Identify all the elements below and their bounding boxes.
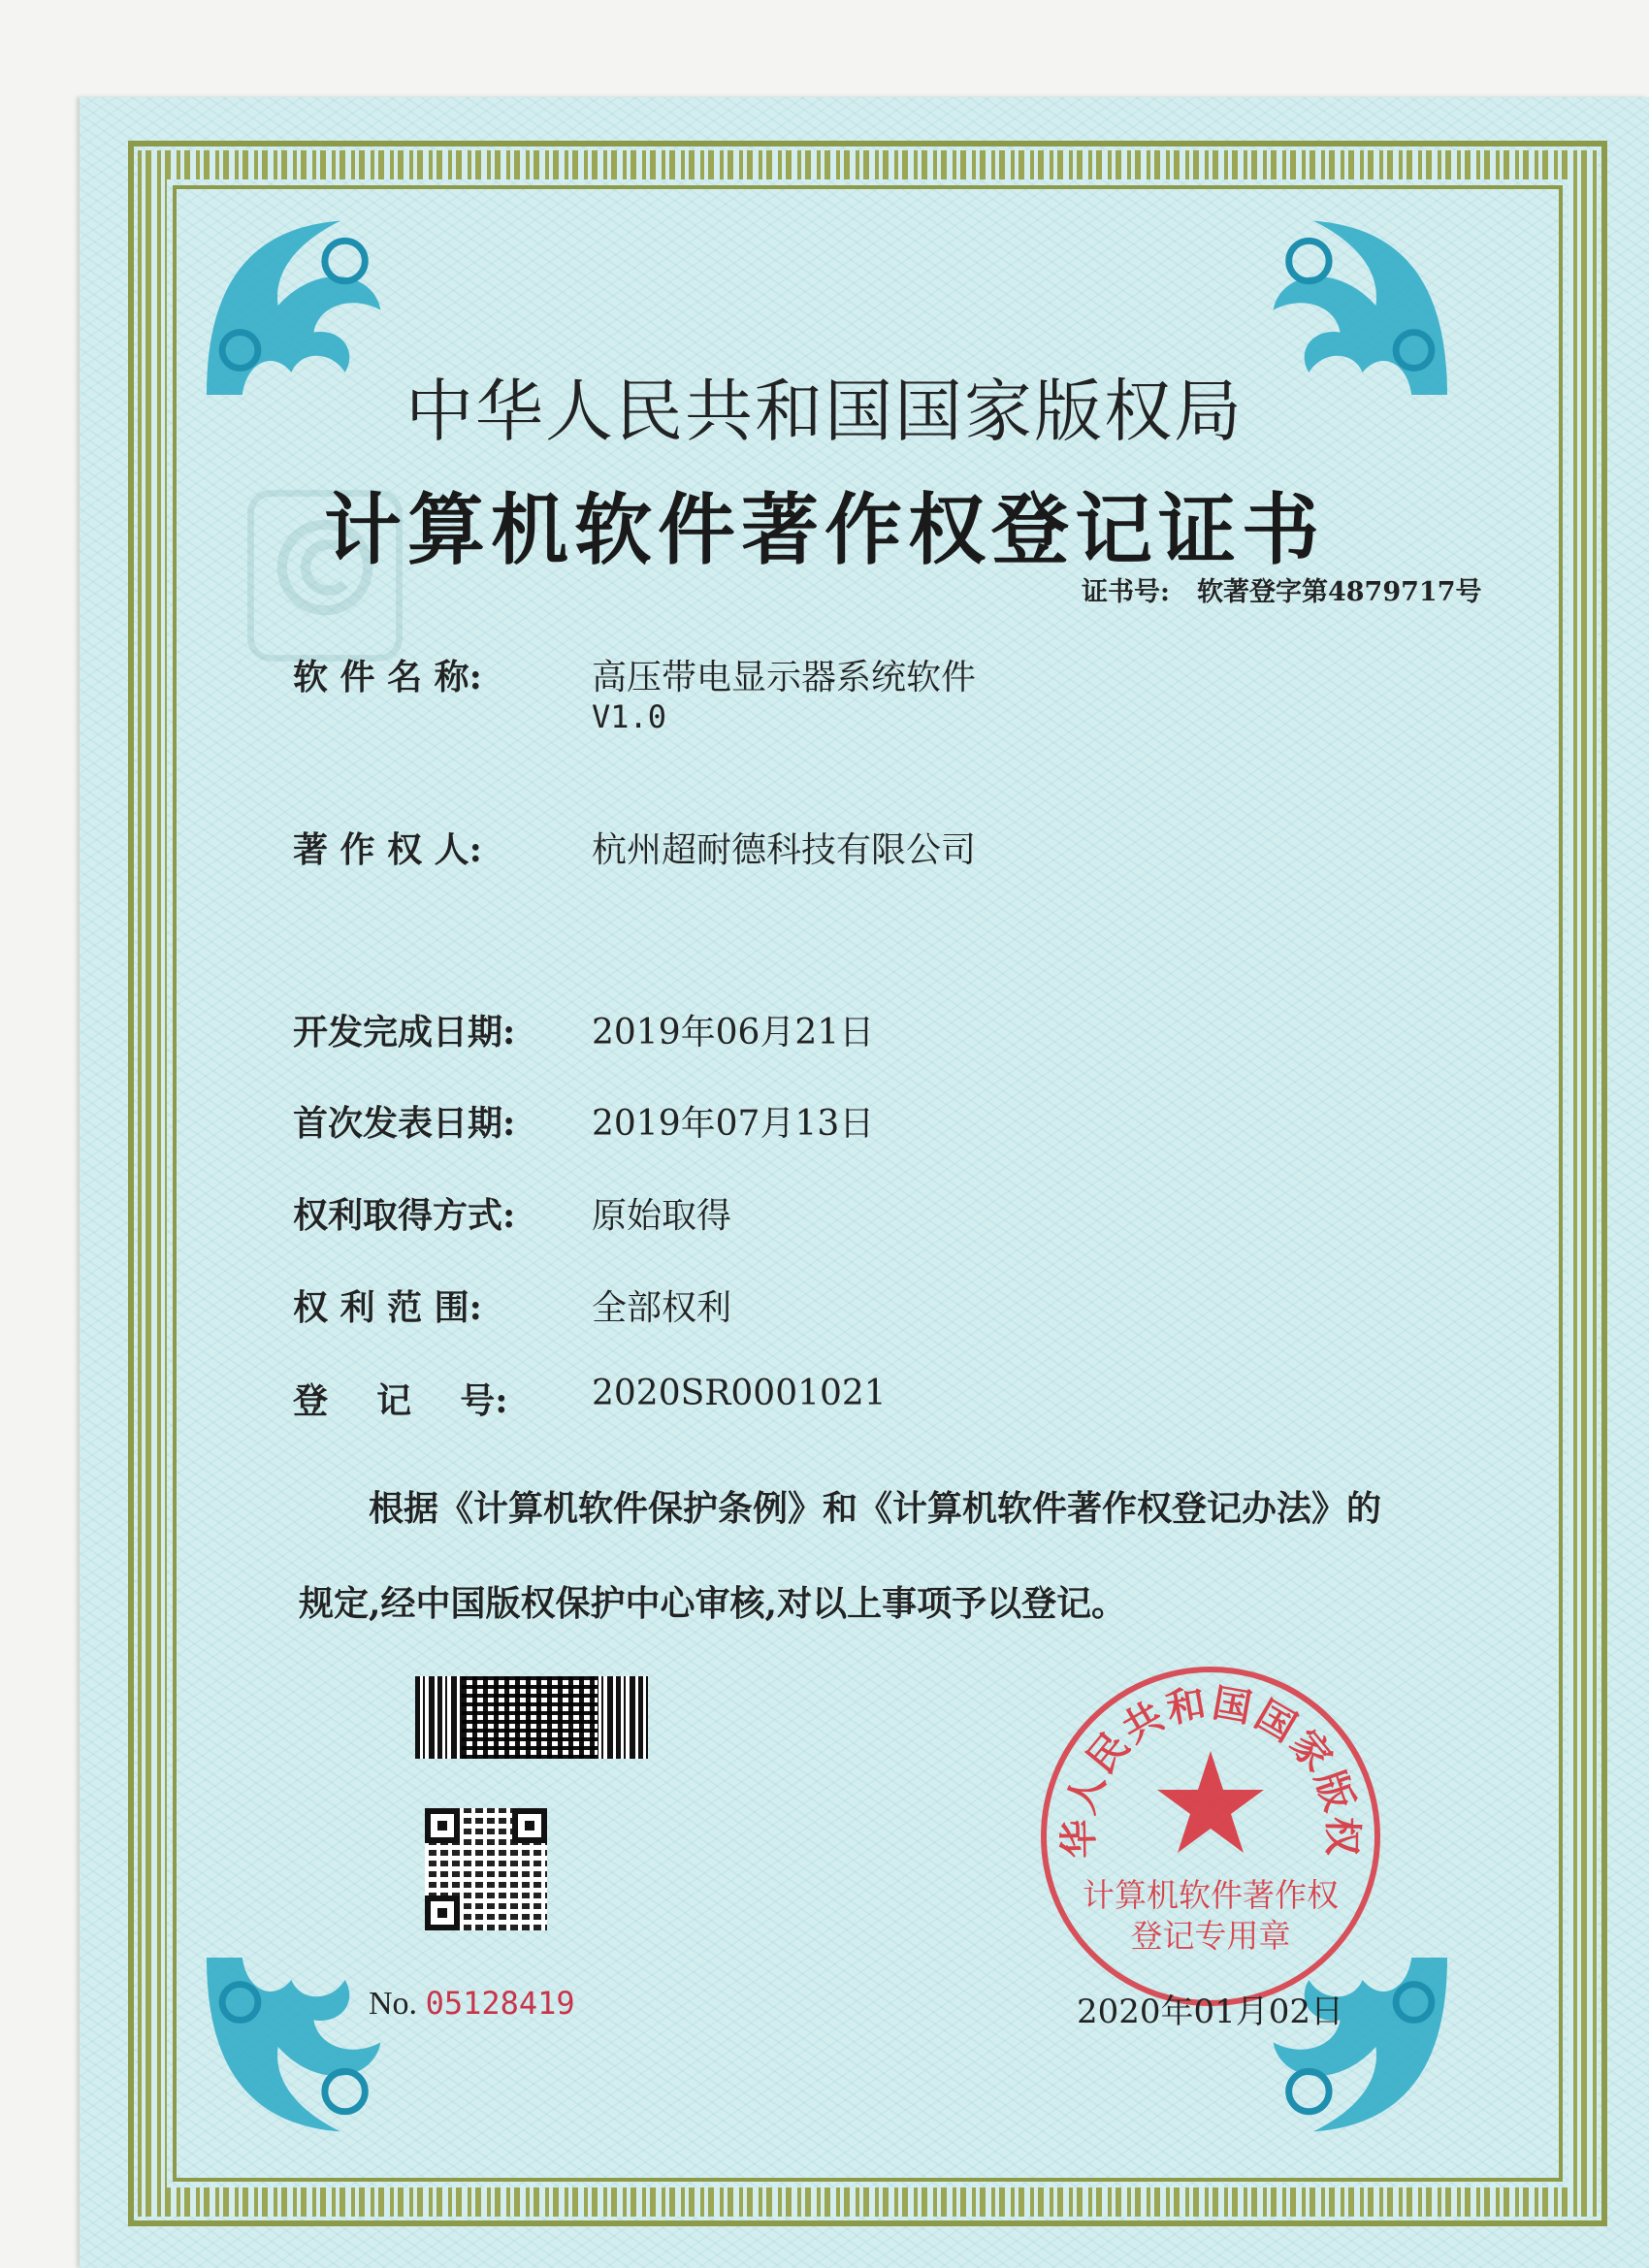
official-seal	[1036, 1662, 1385, 2011]
software-name-label: 软 件 名 称:	[293, 657, 482, 697]
statement-line-2: 规定,经中国版权保护中心审核,对以上事项予以登记。	[299, 1583, 1127, 1624]
qr-code	[425, 1808, 547, 1930]
corner-ornament-bottom-left	[184, 1935, 407, 2158]
certificate-number-label: 证书号:	[1082, 577, 1170, 607]
rights-scope-value: 全部权利	[592, 1288, 732, 1328]
registration-number-label: 登 记 号:	[293, 1380, 508, 1421]
development-date-value: 2019年06月21日	[592, 1013, 875, 1053]
software-version-value: V1.0	[592, 698, 667, 735]
copyright-owner-label: 著 作 权 人:	[293, 829, 482, 870]
registration-number-value: 2020SR0001021	[592, 1374, 887, 1413]
publication-date-value: 2019年07月13日	[592, 1104, 875, 1144]
serial-number	[369, 1985, 575, 2023]
serial-number-value: 05128419	[425, 1985, 575, 2022]
rights-scope-label: 权 利 范 围:	[293, 1287, 482, 1328]
seal-outer-text: 华人民共和国国家版权	[1056, 1680, 1365, 1860]
serial-number-label: No.	[369, 1986, 418, 2022]
copyright-owner-value: 杭州超耐德科技有限公司	[592, 830, 977, 870]
authority-title: 中华人民共和国国家版权局	[405, 372, 1244, 451]
barcode	[415, 1676, 648, 1759]
certificate-number-value: 软著登字第4879717号	[1196, 577, 1482, 607]
rights-acquisition-label: 权利取得方式:	[293, 1195, 516, 1236]
rights-acquisition-value: 原始取得	[592, 1196, 732, 1236]
certificate-title: 计算机软件著作权登记证书	[324, 484, 1325, 575]
seal-line-1: 计算机软件著作权	[1083, 1876, 1339, 1914]
development-date-label: 开发完成日期:	[293, 1012, 516, 1053]
software-name-value: 高压带电显示器系统软件	[592, 658, 977, 697]
issue-date: 2020年01月02日	[1077, 1993, 1344, 2031]
seal-line-2: 登记专用章	[1130, 1917, 1291, 1955]
publication-date-label: 首次发表日期:	[293, 1103, 516, 1144]
certificate-number	[1082, 570, 1481, 608]
statement-line-1: 根据《计算机软件保护条例》和《计算机软件著作权登记办法》的	[369, 1488, 1382, 1529]
